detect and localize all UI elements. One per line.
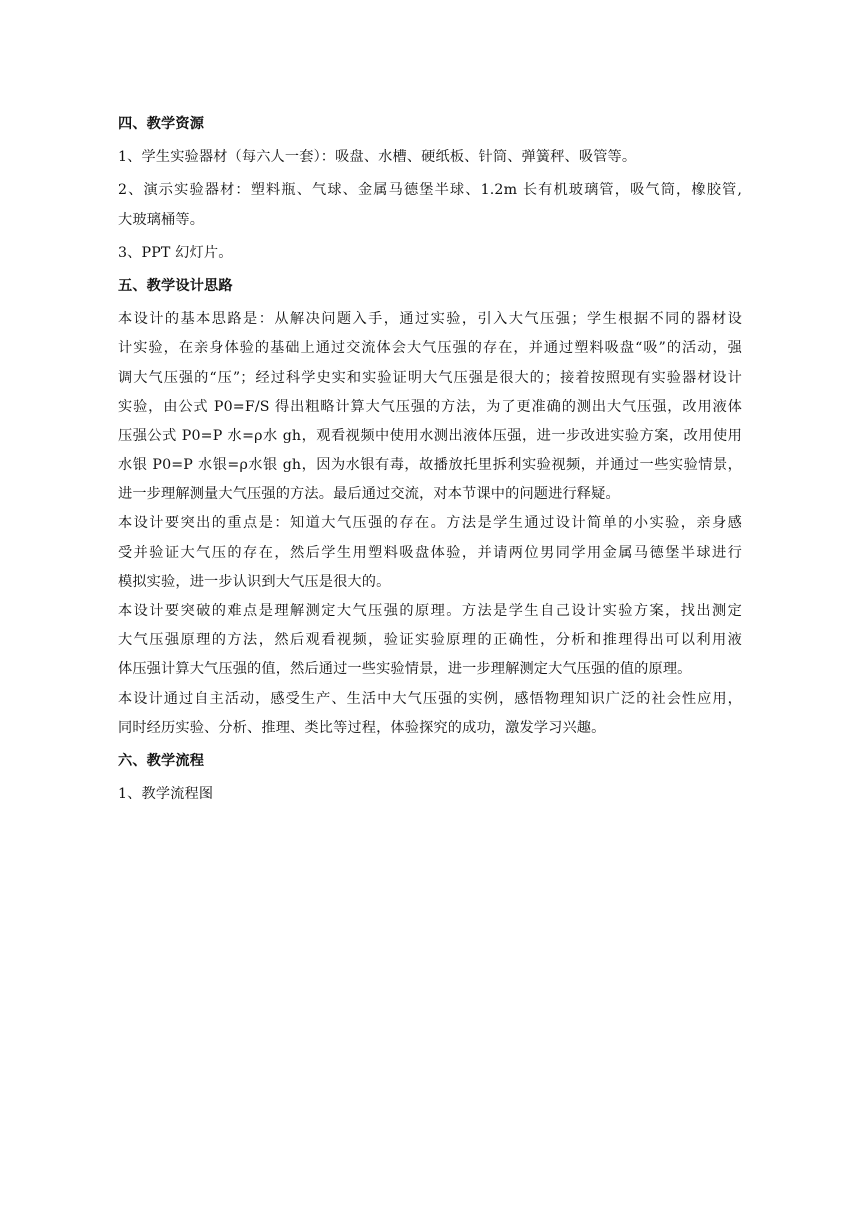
paragraph-line: 受并验证大气压的存在，然后学生用塑料吸盘体验，并请两位男同学用金属马德堡半球进行 bbox=[118, 544, 742, 561]
resource-item-demo-equipment-line2: 大玻璃桶等。 bbox=[118, 211, 205, 228]
paragraph-line: 调大气压强的“压”；经过科学史实和实验证明大气压强是很大的；接着按照现有实验器材设计 bbox=[118, 369, 742, 386]
paragraph-line: 体压强计算大气压强的值，然后通过一些实验情景，进一步理解测定大气压强的值的原理。 bbox=[118, 661, 692, 678]
paragraph-line: 压强公式 P0=P 水=ρ水 gh，观看视频中使用水测出液体压强，进一步改进实验方案，改用使用 bbox=[118, 427, 742, 444]
paragraph-line: 本设计的基本思路是：从解决问题入手，通过实验，引入大气压强；学生根据不同的器材设 bbox=[118, 311, 742, 328]
resource-item-ppt: 3、PPT 幻灯片。 bbox=[118, 244, 233, 261]
process-item-flowchart: 1、教学流程图 bbox=[118, 786, 214, 803]
section-heading-design-ideas: 五、教学设计思路 bbox=[118, 277, 233, 294]
paragraph-line: 本设计要突破的难点是理解测定大气压强的原理。方法是学生自己设计实验方案，找出测定 bbox=[118, 603, 742, 619]
paragraph-line: 进一步理解测量大气压强的方法。最后通过交流，对本节课中的问题进行释疑。 bbox=[118, 486, 620, 503]
paragraph-line: 大气压强原理的方法，然后观看视频，验证实验原理的正确性，分析和推理得出可以利用液 bbox=[118, 632, 742, 649]
paragraph-difficult-point bbox=[118, 597, 742, 685]
paragraph-line: 本设计要突出的重点是：知道大气压强的存在。方法是学生通过设计简单的小实验，亲身感 bbox=[118, 515, 742, 532]
paragraph-line: 同时经历实验、分析、推理、类比等过程，体验探究的成功，激发学习兴趣。 bbox=[118, 719, 606, 736]
section-heading-teaching-resources: 四、教学资源 bbox=[118, 116, 205, 132]
resource-item-demo-equipment-line1: 2、演示实验器材：塑料瓶、气球、金属马德堡半球、1.2m 长有机玻璃管，吸气筒，橡胶管, bbox=[118, 182, 742, 199]
resource-item-student-equipment: 1、学生实验器材（每六人一套）：吸盘、水槽、硬纸板、针筒、弹簧秤、吸管等。 bbox=[118, 149, 637, 166]
paragraph-line: 实验，由公式 P0=F/S 得出粗略计算大气压强的方法，为了更准确的测出大气压强，改用液体 bbox=[118, 398, 742, 415]
paragraph-basic-idea bbox=[118, 305, 742, 509]
paragraph-line: 水银 P0=P 水银=ρ水银 gh，因为水银有毒，故播放托里拆利实验视频，并通过一些实验情景， bbox=[118, 457, 742, 474]
paragraph-line: 计实验，在亲身体验的基础上通过交流体会大气压强的存在，并通过塑料吸盘“吸”的活动，强 bbox=[118, 340, 742, 357]
document-body bbox=[118, 110, 742, 809]
paragraph-line: 本设计通过自主活动，感受生产、生活中大气压强的实例，感悟物理知识广泛的社会性应用， bbox=[118, 690, 742, 707]
paragraph-autonomous-activity bbox=[118, 685, 742, 743]
paragraph-key-point bbox=[118, 509, 742, 597]
section-heading-teaching-process: 六、教学流程 bbox=[118, 752, 205, 769]
paragraph-line: 模拟实验，进一步认识到大气压是很大的。 bbox=[118, 573, 391, 590]
